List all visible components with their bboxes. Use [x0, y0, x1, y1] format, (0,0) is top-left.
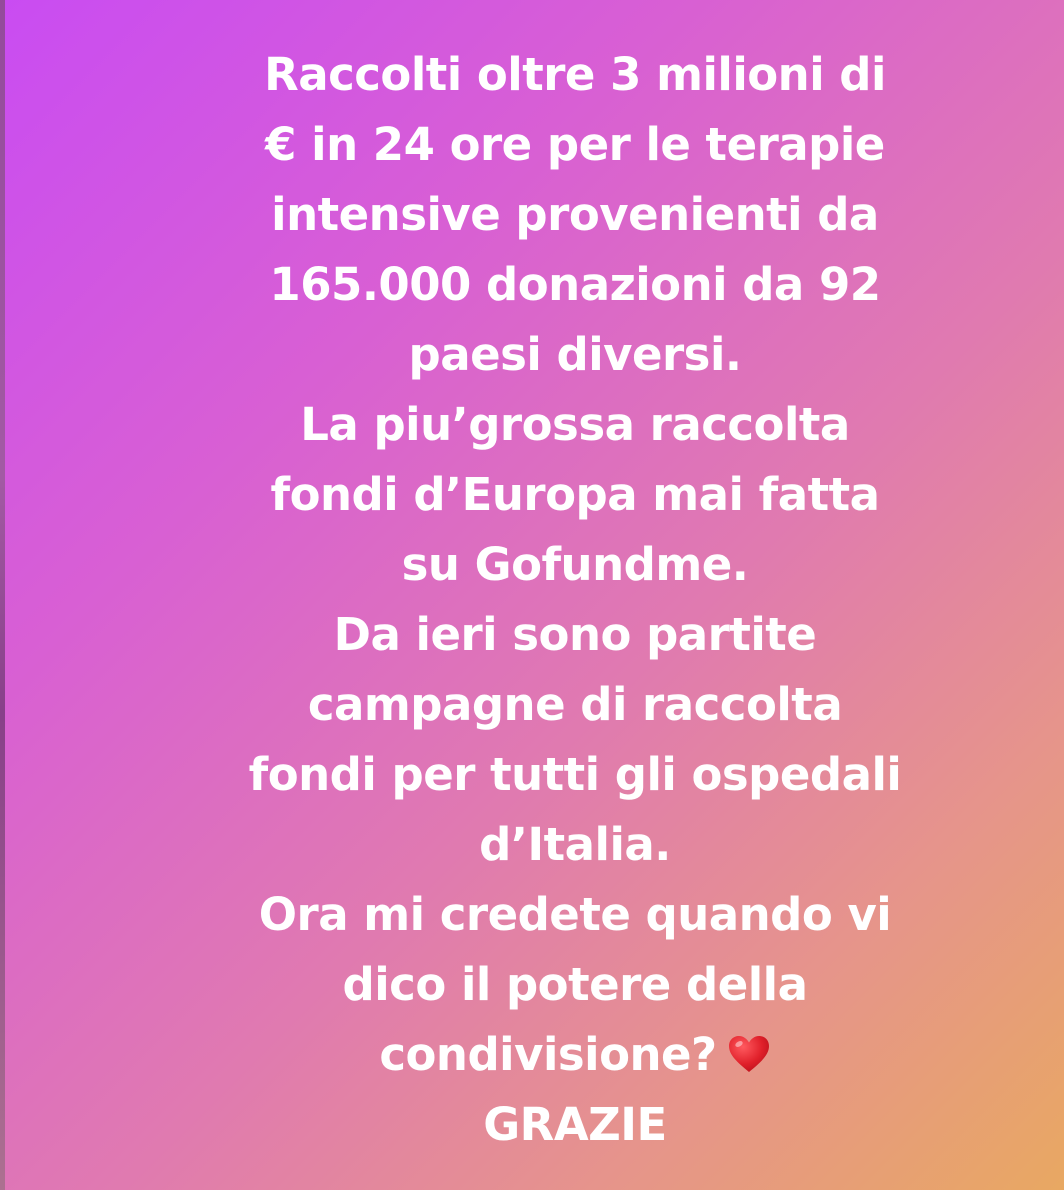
story-line: Raccolti oltre 3 milioni di — [264, 48, 886, 101]
story-line: campagne di raccolta — [307, 678, 843, 731]
story-line: € in 24 ore per le terapie — [265, 118, 885, 171]
story-line: d’Italia. — [479, 818, 671, 871]
story-line: paesi diversi. — [408, 328, 742, 381]
story-line: La piu’grossa raccolta — [300, 398, 850, 451]
story-line: su Gofundme. — [401, 538, 749, 591]
story-line: fondi per tutti gli ospedali — [248, 748, 902, 801]
story-text — [150, 40, 1000, 1160]
left-edge-strip — [0, 0, 5, 1190]
story-line: Ora mi credete quando vi — [258, 888, 892, 941]
story-line: intensive provenienti da — [271, 188, 879, 241]
story-line: 165.000 donazioni da 92 — [269, 258, 881, 311]
story-line-with-heart — [150, 1020, 1000, 1090]
story-line: GRAZIE — [483, 1098, 667, 1151]
story-line: dico il potere della — [342, 958, 808, 1011]
story-line: condivisione? — [379, 1028, 717, 1081]
heart-icon — [727, 1034, 771, 1074]
story-line: fondi d’Europa mai fatta — [270, 468, 880, 521]
story-line: Da ieri sono partite — [333, 608, 817, 661]
